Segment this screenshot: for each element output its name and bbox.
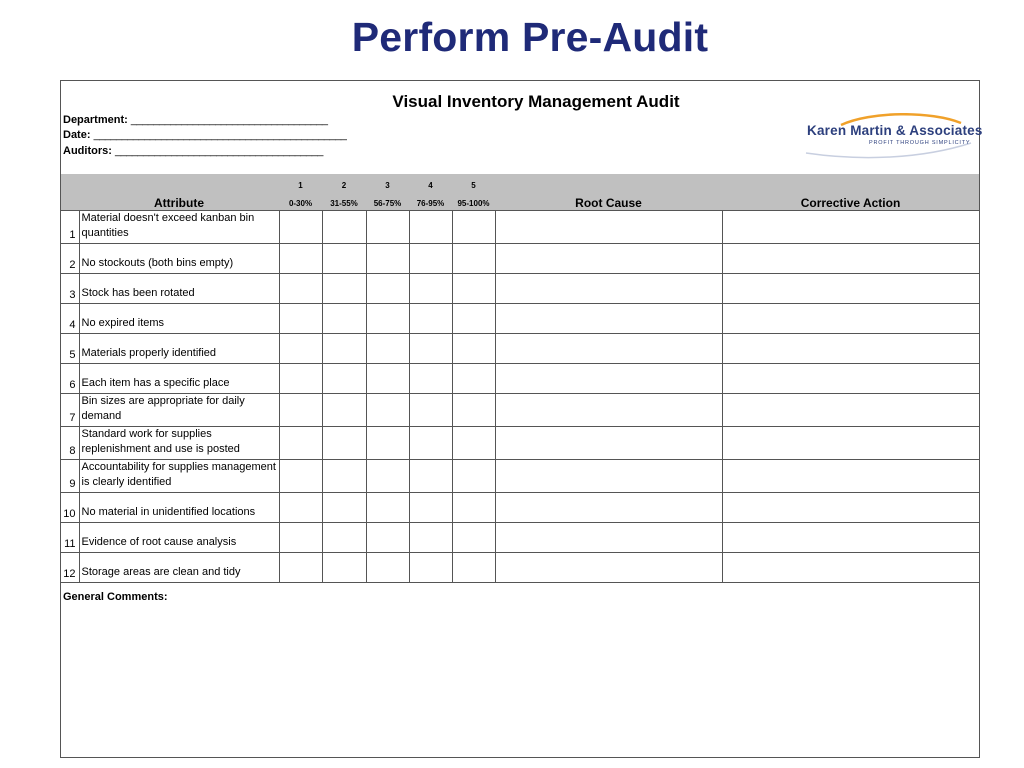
department-field[interactable] — [63, 114, 327, 126]
score-2-range: 31-55% — [322, 190, 366, 210]
score-3-cell[interactable] — [366, 243, 409, 273]
corrective-action-cell[interactable] — [722, 522, 979, 552]
score-5-cell[interactable] — [452, 303, 495, 333]
row-attribute: No stockouts (both bins empty) — [79, 243, 279, 273]
score-2-cell[interactable] — [322, 426, 366, 459]
row-number: 11 — [61, 522, 79, 552]
row-number: 5 — [61, 333, 79, 363]
row-attribute: Standard work for supplies replenishment and use is posted — [79, 426, 279, 459]
score-4-cell[interactable] — [409, 426, 452, 459]
root-cause-cell[interactable] — [495, 492, 722, 522]
form-title: Visual Inventory Management Audit — [392, 92, 680, 111]
score-4-cell[interactable] — [409, 552, 452, 582]
score-1-cell[interactable] — [279, 492, 322, 522]
corrective-action-cell[interactable] — [722, 273, 979, 303]
row-attribute: Material doesn't exceed kanban bin quantities — [79, 210, 279, 243]
root-cause-cell[interactable] — [495, 273, 722, 303]
header-score-numbers — [61, 174, 979, 190]
corrective-action-cell[interactable] — [722, 243, 979, 273]
corrective-action-cell[interactable] — [722, 333, 979, 363]
score-3-number: 3 — [366, 174, 409, 190]
row-number: 3 — [61, 273, 79, 303]
auditors-field[interactable] — [63, 145, 323, 157]
score-5-number: 5 — [452, 174, 495, 190]
date-line: _____________________________________________ — [93, 129, 347, 141]
slide-title: Perform Pre-Audit — [351, 14, 709, 60]
score-2-cell[interactable] — [322, 273, 366, 303]
score-1-cell[interactable] — [279, 426, 322, 459]
table-row — [61, 363, 979, 393]
score-5-cell[interactable] — [452, 552, 495, 582]
root-cause-cell[interactable] — [495, 522, 722, 552]
score-2-cell[interactable] — [322, 363, 366, 393]
corrective-action-cell[interactable] — [722, 393, 979, 426]
table-row — [61, 552, 979, 582]
root-cause-cell[interactable] — [495, 243, 722, 273]
header-attribute: Attribute — [79, 190, 279, 210]
logo-name: Karen Martin & Associates — [807, 123, 983, 138]
table-row — [61, 273, 979, 303]
table-row — [61, 426, 979, 459]
row-attribute: No material in unidentified locations — [79, 492, 279, 522]
score-3-cell[interactable] — [366, 522, 409, 552]
corrective-action-cell[interactable] — [722, 363, 979, 393]
header-corrective-action: Corrective Action — [722, 190, 979, 210]
score-1-range: 0-30% — [279, 190, 322, 210]
root-cause-cell[interactable] — [495, 333, 722, 363]
score-3-cell[interactable] — [366, 303, 409, 333]
score-4-cell[interactable] — [409, 492, 452, 522]
score-4-cell[interactable] — [409, 522, 452, 552]
score-5-cell[interactable] — [452, 522, 495, 552]
row-attribute: Evidence of root cause analysis — [79, 522, 279, 552]
score-1-cell[interactable] — [279, 459, 322, 492]
logo-tagline: PROFIT THROUGH SIMPLICITY — [869, 140, 971, 146]
score-2-cell[interactable] — [322, 492, 366, 522]
row-number: 12 — [61, 552, 79, 582]
corrective-action-cell[interactable] — [722, 426, 979, 459]
score-1-cell[interactable] — [279, 210, 322, 243]
score-3-cell[interactable] — [366, 426, 409, 459]
row-attribute: Bin sizes are appropriate for daily demand — [79, 393, 279, 426]
table-row — [61, 492, 979, 522]
table-row — [61, 393, 979, 426]
score-1-number: 1 — [279, 174, 322, 190]
row-attribute: No expired items — [79, 303, 279, 333]
row-attribute: Accountability for supplies management is clearly identified — [79, 459, 279, 492]
score-3-cell[interactable] — [366, 333, 409, 363]
audit-form — [60, 80, 983, 758]
score-3-cell[interactable] — [366, 459, 409, 492]
row-number: 6 — [61, 363, 79, 393]
row-number: 10 — [61, 492, 79, 522]
score-5-range: 95-100% — [452, 190, 495, 210]
score-3-cell[interactable] — [366, 552, 409, 582]
score-2-cell[interactable] — [322, 243, 366, 273]
row-number: 4 — [61, 303, 79, 333]
audit-rows — [61, 210, 979, 582]
score-2-cell[interactable] — [322, 333, 366, 363]
score-4-cell[interactable] — [409, 393, 452, 426]
score-2-cell[interactable] — [322, 459, 366, 492]
root-cause-cell[interactable] — [495, 393, 722, 426]
table-row — [61, 210, 979, 243]
row-attribute: Each item has a specific place — [79, 363, 279, 393]
score-4-cell[interactable] — [409, 363, 452, 393]
corrective-action-cell[interactable] — [722, 303, 979, 333]
score-1-cell[interactable] — [279, 522, 322, 552]
score-4-range: 76-95% — [409, 190, 452, 210]
row-number: 9 — [61, 459, 79, 492]
score-1-cell[interactable] — [279, 552, 322, 582]
score-2-cell[interactable] — [322, 210, 366, 243]
row-attribute: Materials properly identified — [79, 333, 279, 363]
corrective-action-cell[interactable] — [722, 459, 979, 492]
score-2-cell[interactable] — [322, 522, 366, 552]
audit-table — [61, 174, 979, 583]
score-3-cell[interactable] — [366, 393, 409, 426]
score-4-cell[interactable] — [409, 303, 452, 333]
score-5-cell[interactable] — [452, 363, 495, 393]
score-1-cell[interactable] — [279, 393, 322, 426]
score-3-cell[interactable] — [366, 273, 409, 303]
table-row — [61, 459, 979, 492]
score-1-cell[interactable] — [279, 303, 322, 333]
corrective-action-cell[interactable] — [722, 552, 979, 582]
row-attribute: Stock has been rotated — [79, 273, 279, 303]
root-cause-cell[interactable] — [495, 426, 722, 459]
root-cause-cell[interactable] — [495, 303, 722, 333]
general-comments-label: General Comments: — [63, 591, 168, 603]
table-row — [61, 303, 979, 333]
score-3-range: 56-75% — [366, 190, 409, 210]
score-2-cell[interactable] — [322, 393, 366, 426]
date-label: Date: — [63, 129, 91, 141]
score-5-cell[interactable] — [452, 393, 495, 426]
score-3-cell[interactable] — [366, 492, 409, 522]
score-4-cell[interactable] — [409, 210, 452, 243]
score-2-number: 2 — [322, 174, 366, 190]
score-2-cell[interactable] — [322, 303, 366, 333]
score-1-cell[interactable] — [279, 273, 322, 303]
score-3-cell[interactable] — [366, 363, 409, 393]
score-4-cell[interactable] — [409, 273, 452, 303]
auditors-line: _____________________________________ — [114, 145, 323, 157]
root-cause-cell[interactable] — [495, 210, 722, 243]
score-4-cell[interactable] — [409, 243, 452, 273]
row-number: 7 — [61, 393, 79, 426]
root-cause-cell[interactable] — [495, 363, 722, 393]
score-2-cell[interactable] — [322, 552, 366, 582]
corrective-action-cell[interactable] — [722, 210, 979, 243]
score-5-cell[interactable] — [452, 492, 495, 522]
score-5-cell[interactable] — [452, 333, 495, 363]
table-row — [61, 243, 979, 273]
score-4-cell[interactable] — [409, 459, 452, 492]
header-root-cause: Root Cause — [495, 190, 722, 210]
score-5-cell[interactable] — [452, 426, 495, 459]
score-4-cell[interactable] — [409, 333, 452, 363]
table-row — [61, 333, 979, 363]
logo-swoosh-icon — [801, 113, 973, 165]
row-number: 1 — [61, 210, 79, 243]
score-5-cell[interactable] — [452, 243, 495, 273]
row-number: 8 — [61, 426, 79, 459]
score-1-cell[interactable] — [279, 333, 322, 363]
root-cause-cell[interactable] — [495, 552, 722, 582]
root-cause-cell[interactable] — [495, 459, 722, 492]
department-label: Department: — [63, 114, 128, 126]
score-5-cell[interactable] — [452, 210, 495, 243]
corrective-action-cell[interactable] — [722, 492, 979, 522]
score-4-number: 4 — [409, 174, 452, 190]
department-line: ___________________________________ — [130, 114, 328, 126]
row-number: 2 — [61, 243, 79, 273]
row-attribute: Storage areas are clean and tidy — [79, 552, 279, 582]
table-row — [61, 522, 979, 552]
score-1-cell[interactable] — [279, 243, 322, 273]
company-logo — [801, 113, 983, 165]
score-5-cell[interactable] — [452, 273, 495, 303]
date-field[interactable] — [63, 129, 346, 141]
header-labels — [61, 190, 979, 210]
score-3-cell[interactable] — [366, 210, 409, 243]
score-5-cell[interactable] — [452, 459, 495, 492]
auditors-label: Auditors: — [63, 145, 112, 157]
score-1-cell[interactable] — [279, 363, 322, 393]
